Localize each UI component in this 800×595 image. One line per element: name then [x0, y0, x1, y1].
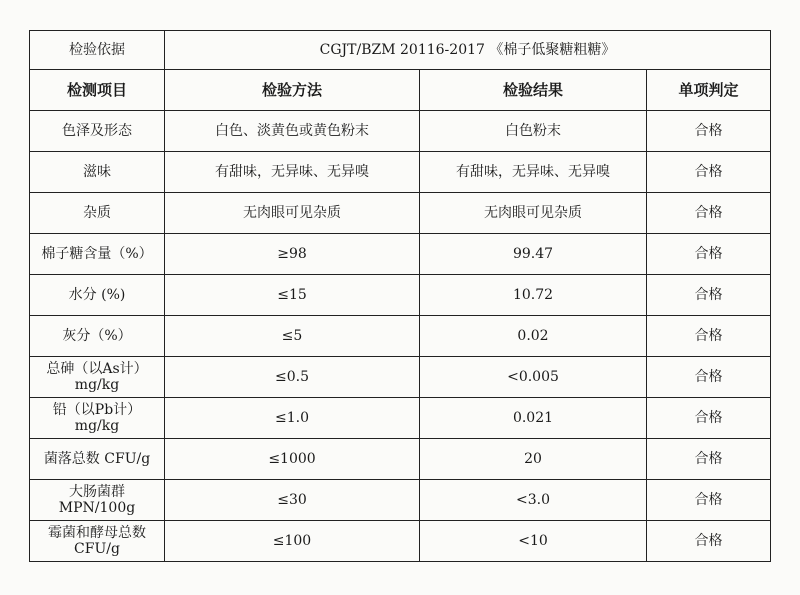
item-cell: [30, 398, 165, 439]
table-row: [30, 398, 771, 439]
result-cell: 白色粉末: [420, 111, 647, 152]
result-cell: <3.0: [420, 480, 647, 521]
method-cell: 有甜味，无异味、无异嗅: [165, 152, 420, 193]
method-cell: ≤100: [165, 521, 420, 562]
result-cell: 99.47: [420, 234, 647, 275]
header-verdict: 单项判定: [647, 70, 771, 111]
item-name: 霉菌和酵母总数: [48, 525, 146, 541]
method-cell: ≤15: [165, 275, 420, 316]
basis-value: CGJT/BZM 20116-2017 《棉子低聚糖粗糖》: [165, 31, 771, 70]
method-cell: ≤0.5: [165, 357, 420, 398]
method-cell: ≤30: [165, 480, 420, 521]
item-cell: [30, 357, 165, 398]
result-cell: 有甜味，无异味、无异嗅: [420, 152, 647, 193]
method-cell: ≤1.0: [165, 398, 420, 439]
item-cell: 滋味: [30, 152, 165, 193]
basis-row: [30, 31, 771, 70]
table-row: [30, 152, 771, 193]
item-unit: mg/kg: [74, 418, 120, 434]
result-cell: <10: [420, 521, 647, 562]
result-cell: 0.02: [420, 316, 647, 357]
item-cell: 菌落总数 CFU/g: [30, 439, 165, 480]
item-name: 总砷（以As计）: [46, 361, 148, 377]
verdict-cell: 合格: [647, 111, 771, 152]
item-name: 大肠菌群: [69, 484, 125, 500]
method-cell: ≥98: [165, 234, 420, 275]
item-cell: 棉子糖含量（%）: [30, 234, 165, 275]
item-name: 铅（以Pb计）: [52, 402, 142, 418]
verdict-cell: 合格: [647, 275, 771, 316]
table-row: [30, 439, 771, 480]
result-cell: 0.021: [420, 398, 647, 439]
item-cell: [30, 521, 165, 562]
header-row: [30, 70, 771, 111]
method-cell: ≤1000: [165, 439, 420, 480]
verdict-cell: 合格: [647, 480, 771, 521]
table-row: [30, 480, 771, 521]
verdict-cell: 合格: [647, 152, 771, 193]
verdict-cell: 合格: [647, 357, 771, 398]
verdict-cell: 合格: [647, 439, 771, 480]
table-row: [30, 357, 771, 398]
verdict-cell: 合格: [647, 316, 771, 357]
result-cell: 10.72: [420, 275, 647, 316]
item-unit: mg/kg: [74, 377, 120, 393]
method-cell: 无肉眼可见杂质: [165, 193, 420, 234]
verdict-cell: 合格: [647, 521, 771, 562]
basis-label: 检验依据: [30, 31, 165, 70]
item-cell: 水分 (%): [30, 275, 165, 316]
result-cell: <0.005: [420, 357, 647, 398]
verdict-cell: 合格: [647, 193, 771, 234]
result-cell: 20: [420, 439, 647, 480]
table-row: [30, 521, 771, 562]
table-row: [30, 111, 771, 152]
header-item: 检测项目: [30, 70, 165, 111]
inspection-report-table: [29, 30, 771, 562]
item-cell: 杂质: [30, 193, 165, 234]
table-row: [30, 193, 771, 234]
item-cell: 色泽及形态: [30, 111, 165, 152]
table-row: [30, 316, 771, 357]
header-method: 检验方法: [165, 70, 420, 111]
verdict-cell: 合格: [647, 234, 771, 275]
item-unit: MPN/100g: [58, 500, 136, 516]
verdict-cell: 合格: [647, 398, 771, 439]
table-row: [30, 275, 771, 316]
item-cell: [30, 480, 165, 521]
method-cell: 白色、淡黄色或黄色粉末: [165, 111, 420, 152]
method-cell: ≤5: [165, 316, 420, 357]
item-cell: 灰分（%）: [30, 316, 165, 357]
header-result: 检验结果: [420, 70, 647, 111]
result-cell: 无肉眼可见杂质: [420, 193, 647, 234]
table-row: [30, 234, 771, 275]
item-unit: CFU/g: [74, 541, 120, 557]
